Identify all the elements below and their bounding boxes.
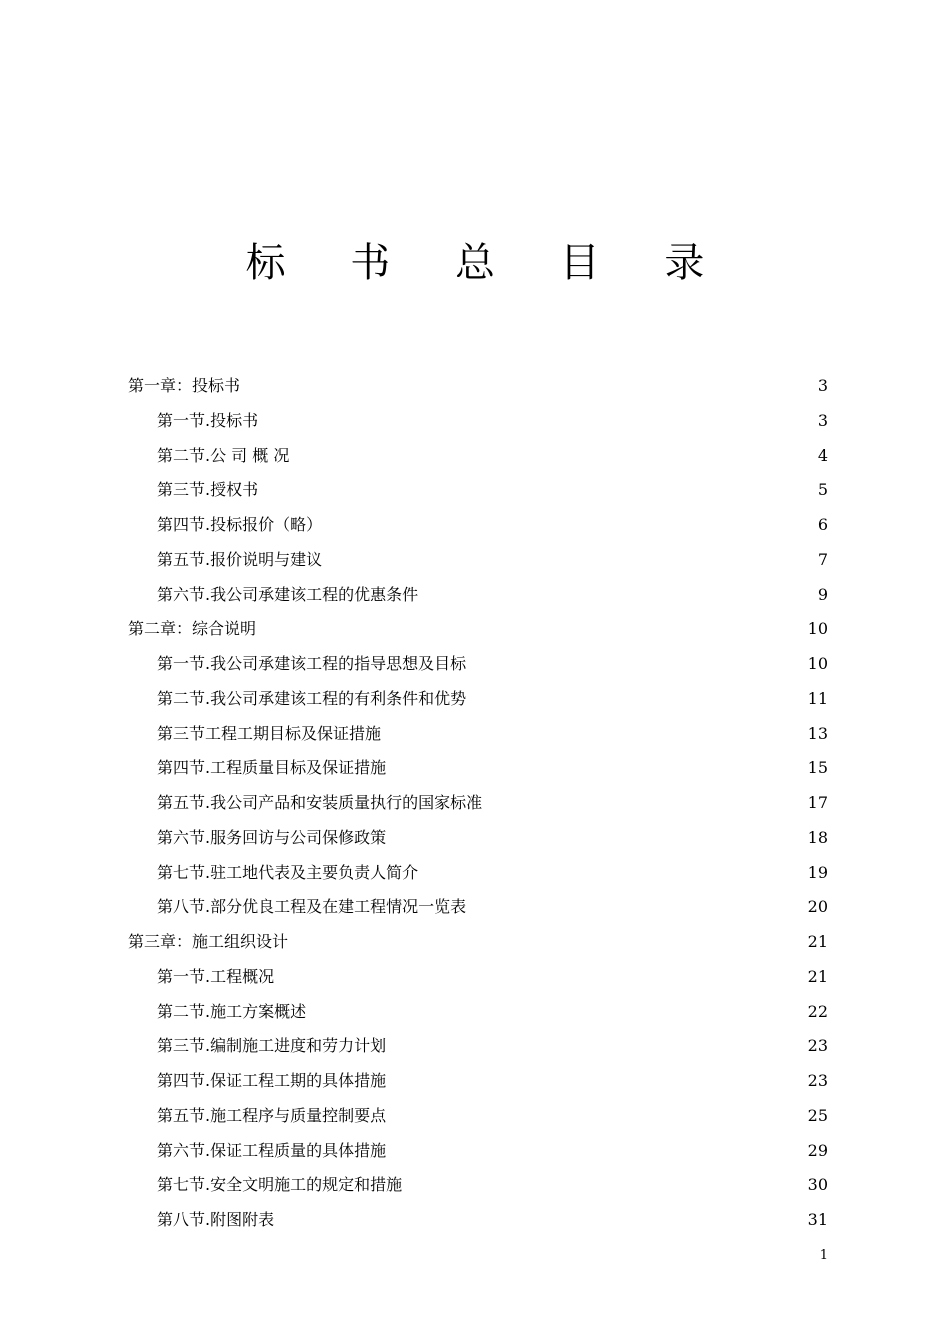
- toc-entry-label: 第六节.服务回访与公司保修政策: [157, 827, 387, 847]
- toc-entry-section[interactable]: [128, 473, 828, 508]
- toc-entry-section[interactable]: [128, 682, 828, 717]
- toc-entry-label: 第八节.部分优良工程及在建工程情况一览表: [157, 897, 467, 917]
- toc-entry-label: 第三节.授权书: [157, 480, 259, 500]
- toc-entry-page: 31: [807, 1210, 828, 1229]
- toc-entry-page: 4: [817, 445, 828, 465]
- toc-entry-page: 13: [807, 723, 828, 743]
- toc-entry-label: 第七节.驻工地代表及主要负责人简介: [157, 862, 419, 882]
- toc-entry-label: 第二节.施工方案概述: [157, 1001, 307, 1021]
- toc-entry-section[interactable]: [128, 1168, 828, 1203]
- toc-entry-label: 第一节.工程概况: [157, 966, 275, 986]
- toc-entry-section[interactable]: [128, 751, 828, 786]
- toc-entry-label: 第三章：施工组织设计: [128, 932, 289, 951]
- page-number: 1: [819, 1248, 828, 1263]
- toc-entry-page: 10: [807, 619, 828, 639]
- toc-entry-page: 17: [807, 793, 828, 812]
- toc-entry-page: 9: [817, 584, 828, 604]
- toc-entry-page: 5: [817, 480, 828, 500]
- toc-entry-label: 第四节.保证工程工期的具体措施: [157, 1071, 387, 1090]
- toc-entry-page: 19: [807, 862, 828, 882]
- toc-entry-page: 18: [807, 827, 828, 847]
- toc-entry-label: 第二节.我公司承建该工程的有利条件和优势: [157, 688, 467, 708]
- toc-entry-label: 第二节.公 司 概 况: [157, 445, 290, 465]
- toc-entry-page: 3: [817, 410, 828, 430]
- toc-entry-section[interactable]: [128, 890, 828, 925]
- toc-entry-page: 22: [807, 1001, 828, 1021]
- toc-entry-page: 11: [807, 688, 828, 708]
- toc-entry-label: 第二章：综合说明: [128, 619, 257, 639]
- toc-entry-label: 第五节.我公司产品和安装质量执行的国家标准: [157, 793, 483, 812]
- toc-entry-section[interactable]: [128, 439, 828, 474]
- toc-entry-chapter-3[interactable]: [128, 925, 828, 960]
- table-of-contents: [128, 369, 828, 1238]
- toc-entry-label: 第三节工程工期目标及保证措施: [157, 723, 382, 743]
- toc-entry-section[interactable]: [128, 960, 828, 995]
- toc-entry-section[interactable]: [128, 786, 828, 821]
- toc-entry-section[interactable]: [128, 1064, 828, 1099]
- toc-entry-page: 23: [807, 1071, 828, 1090]
- toc-entry-chapter-2[interactable]: [128, 612, 828, 647]
- toc-entry-label: 第四节.工程质量目标及保证措施: [157, 758, 387, 778]
- toc-entry-chapter-1[interactable]: [128, 369, 828, 404]
- toc-entry-label: 第一节.我公司承建该工程的指导思想及目标: [157, 654, 467, 673]
- toc-entry-section[interactable]: [128, 821, 828, 856]
- toc-entry-label: 第五节.施工程序与质量控制要点: [157, 1105, 387, 1125]
- toc-entry-page: 21: [807, 932, 828, 951]
- toc-entry-section[interactable]: [128, 508, 828, 543]
- toc-entry-label: 第七节.安全文明施工的规定和措施: [157, 1175, 403, 1195]
- toc-entry-label: 第六节.我公司承建该工程的优惠条件: [157, 584, 419, 604]
- toc-entry-page: 10: [807, 654, 828, 673]
- toc-entry-label: 第四节.投标报价（略）: [157, 515, 323, 534]
- document-title: 标 书 总 目 录: [245, 240, 731, 286]
- toc-entry-label: 第六节.保证工程质量的具体措施: [157, 1140, 387, 1160]
- toc-entry-page: 15: [807, 758, 828, 778]
- toc-entry-section[interactable]: [128, 578, 828, 613]
- toc-entry-page: 23: [807, 1036, 828, 1056]
- toc-entry-label: 第八节.附图附表: [157, 1210, 275, 1229]
- toc-entry-label: 第一节.投标书: [157, 410, 259, 430]
- toc-entry-section[interactable]: [128, 1134, 828, 1169]
- toc-entry-page: 30: [807, 1175, 828, 1195]
- toc-entry-section[interactable]: [128, 1203, 828, 1238]
- toc-entry-section[interactable]: [128, 717, 828, 752]
- toc-entry-section[interactable]: [128, 1099, 828, 1134]
- toc-entry-section[interactable]: [128, 1029, 828, 1064]
- toc-entry-page: 21: [807, 966, 828, 986]
- toc-entry-page: 3: [817, 376, 828, 395]
- toc-entry-section[interactable]: [128, 543, 828, 578]
- toc-entry-label: 第五节.报价说明与建议: [157, 549, 323, 569]
- toc-entry-page: 20: [807, 897, 828, 917]
- toc-entry-page: 7: [817, 549, 828, 569]
- toc-entry-page: 25: [807, 1105, 828, 1125]
- toc-entry-section[interactable]: [128, 647, 828, 682]
- toc-entry-label: 第一章：投标书: [128, 376, 241, 395]
- toc-entry-section[interactable]: [128, 856, 828, 891]
- toc-entry-section[interactable]: [128, 404, 828, 439]
- toc-entry-section[interactable]: [128, 995, 828, 1030]
- toc-entry-label: 第三节.编制施工进度和劳力计划: [157, 1036, 387, 1056]
- toc-entry-page: 6: [817, 515, 828, 534]
- toc-entry-page: 29: [807, 1140, 828, 1160]
